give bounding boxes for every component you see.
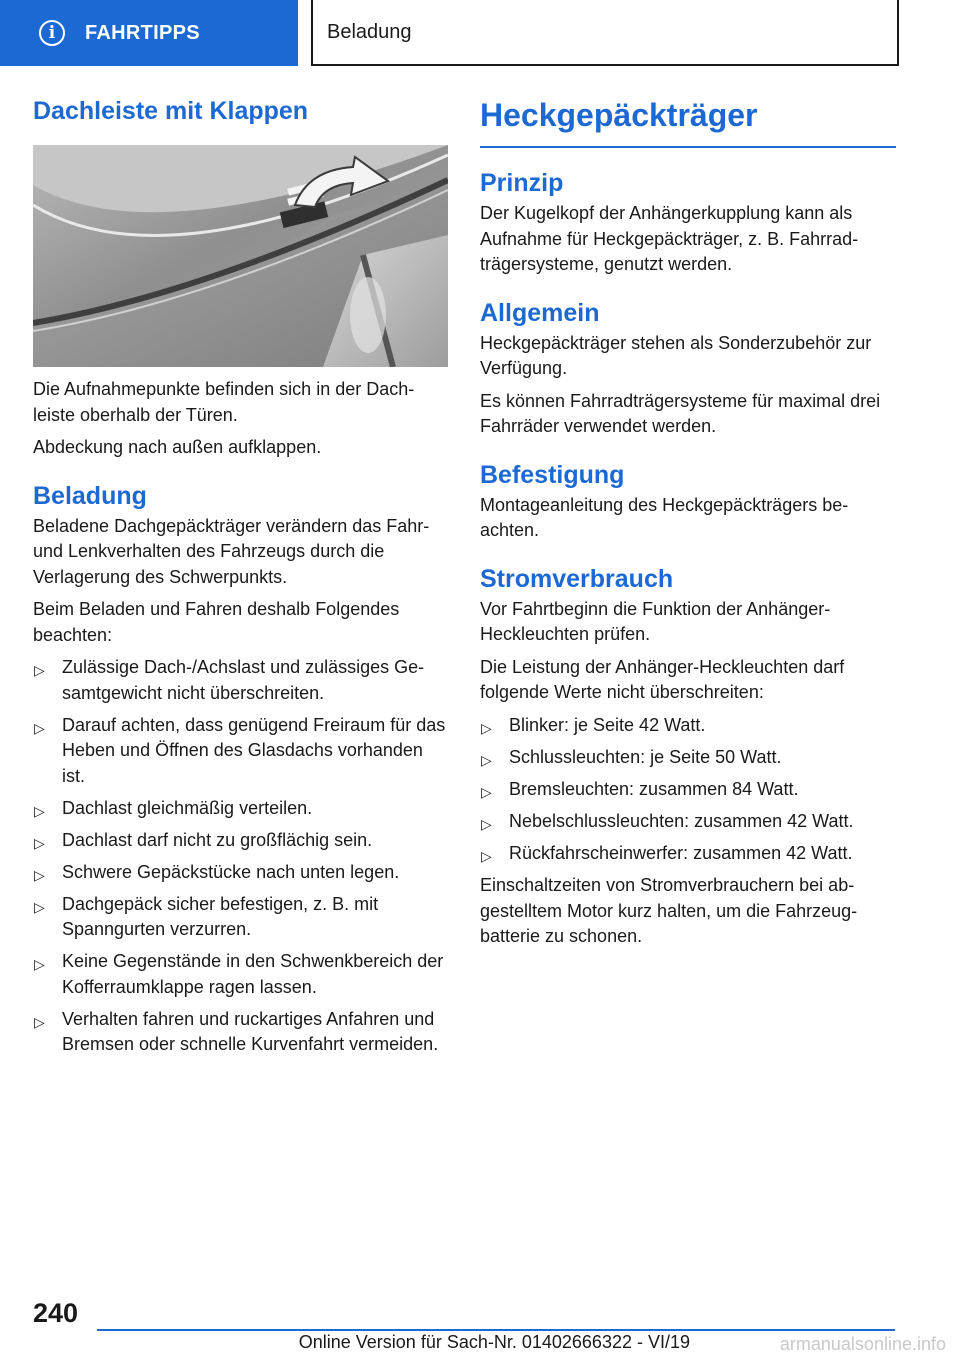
online-version-text: Online Version für Sach-Nr. 01402666322 - VI/19	[298, 1332, 690, 1352]
power-paragraph-3: Einschaltzeiten von Stromverbrauchern bei abgestelltem Motor kurz halten, um die Fahrzeugbatterie zu schonen.	[480, 875, 858, 947]
bullet-triangle-icon: ▷	[34, 803, 45, 820]
general-section	[480, 298, 896, 440]
general-paragraph-2: Es können Fahrradträgersysteme für maximal drei Fahrräder verwendet werden.	[480, 390, 881, 437]
rear-carrier-heading: Heckgepäckträger	[480, 97, 758, 133]
right-column	[480, 96, 896, 957]
bullet-triangle-icon: ▷	[34, 957, 45, 973]
list-item: ▷ Blinker: je Seite 42 Watt.	[480, 713, 896, 739]
principle-paragraph: Der Kugelkopf der Anhängerkupplung kann als Aufnahme für Heckgepäckträger, z. B. Fahrradträgersysteme, genutzt werden.	[480, 203, 859, 275]
roof-rail-heading: Dachleiste mit Klappen	[33, 97, 309, 125]
list-item: ▷ Verhalten fahren und ruckartiges Anfahren und Bremsen oder schnelle Kurvenfahrt vermeiden.	[34, 1008, 439, 1054]
bullet-triangle-icon: ▷	[481, 752, 492, 769]
left-column	[33, 96, 448, 1065]
mounting-section	[480, 460, 896, 544]
bullet-triangle-icon: ▷	[34, 867, 45, 884]
principle-section	[480, 168, 896, 278]
figure-caption-1: Die Aufnahmepunkte befinden sich in der Dachleiste oberhalb der Türen.	[33, 379, 415, 425]
bullet-triangle-icon: ▷	[34, 899, 45, 916]
list-item: ▷ Nebelschlussleuchten: zusammen 42 Watt.	[480, 809, 896, 835]
power-list	[480, 713, 896, 867]
power-paragraph-1: Vor Fahrtbeginn die Funktion der Anhänger-Heckleuchten prüfen.	[480, 598, 831, 645]
list-item: ▷ Bremsleuchten: zusammen 84 Watt.	[480, 777, 896, 803]
bullet-triangle-icon: ▷	[34, 1014, 45, 1031]
mounting-paragraph: Montageanleitung des Heckgepäckträgers beachten.	[480, 494, 849, 541]
roof-rail-figure	[33, 145, 448, 367]
footer-rule	[97, 1329, 895, 1331]
list-item: ▷ Dachlast gleichmäßig verteilen.	[33, 796, 448, 822]
bullet-triangle-icon: ▷	[481, 848, 492, 865]
loading-paragraph-1: Beladene Dachgepäckträger verändern das Fahr- und Lenkverhalten des Fahrzeugs durch die Verlagerung des Schwerpunkts.	[33, 515, 430, 587]
list-item: ▷ Schwere Gepäckstücke nach unten legen.	[33, 860, 448, 886]
general-paragraph-1: Heckgepäckträger stehen als Sonderzubehör zur Verfügung.	[480, 332, 872, 379]
list-item: ▷ Dachlast darf nicht zu großflächig sein.	[33, 828, 448, 854]
general-heading: Allgemein	[480, 298, 600, 327]
power-heading: Stromverbrauch	[480, 564, 674, 593]
bullet-triangle-icon: ▷	[481, 720, 492, 737]
bullet-triangle-icon: ▷	[34, 663, 45, 679]
section-header	[311, 0, 899, 66]
section-title: Beladung	[327, 20, 412, 43]
power-paragraph-2: Die Leistung der Anhänger-Heckleuchten darf folgende Werte nicht überschreiten:	[480, 656, 845, 703]
loading-heading: Beladung	[33, 481, 147, 510]
figure-caption-2: Abdeckung nach außen aufklappen.	[33, 437, 322, 457]
chapter-tab[interactable]	[0, 0, 298, 66]
power-section	[480, 564, 896, 950]
bullet-triangle-icon: ▷	[481, 784, 492, 801]
loading-list	[33, 655, 448, 1058]
list-item: ▷ Darauf achten, dass genügend Freiraum für das Heben und Öffnen des Glasdachs vorhanden ist.	[34, 714, 446, 786]
list-item: ▷ Keine Gegenstände in den Schwenkbereich der Kofferraumklappe ragen lassen.	[34, 951, 444, 997]
page-number: 240	[33, 1298, 79, 1328]
principle-heading: Prinzip	[480, 169, 564, 198]
loading-section	[33, 481, 448, 1058]
list-item: ▷ Zulässige Dach-/Achslast und zulässiges Gesamtgewicht nicht überschreiten.	[34, 657, 425, 703]
chapter-label: FAHRTIPPS	[85, 21, 200, 44]
bullet-triangle-icon: ▷	[34, 720, 45, 737]
mounting-heading: Befestigung	[480, 460, 625, 489]
list-item: ▷ Schlussleuchten: je Seite 50 Watt.	[480, 745, 896, 771]
watermark: armanualsonline.info	[779, 1334, 946, 1354]
list-item: ▷ Rückfahrscheinwerfer: zusammen 42 Watt.	[480, 841, 896, 867]
heading-rule	[480, 146, 896, 148]
info-icon: i	[39, 20, 65, 46]
bullet-triangle-icon: ▷	[34, 835, 45, 852]
loading-paragraph-2: Beim Beladen und Fahren deshalb Folgendes beachten:	[33, 599, 400, 645]
list-item: ▷ Dachgepäck sicher befestigen, z. B. mit Spanngurten verzurren.	[34, 893, 379, 939]
bullet-triangle-icon: ▷	[481, 816, 492, 833]
